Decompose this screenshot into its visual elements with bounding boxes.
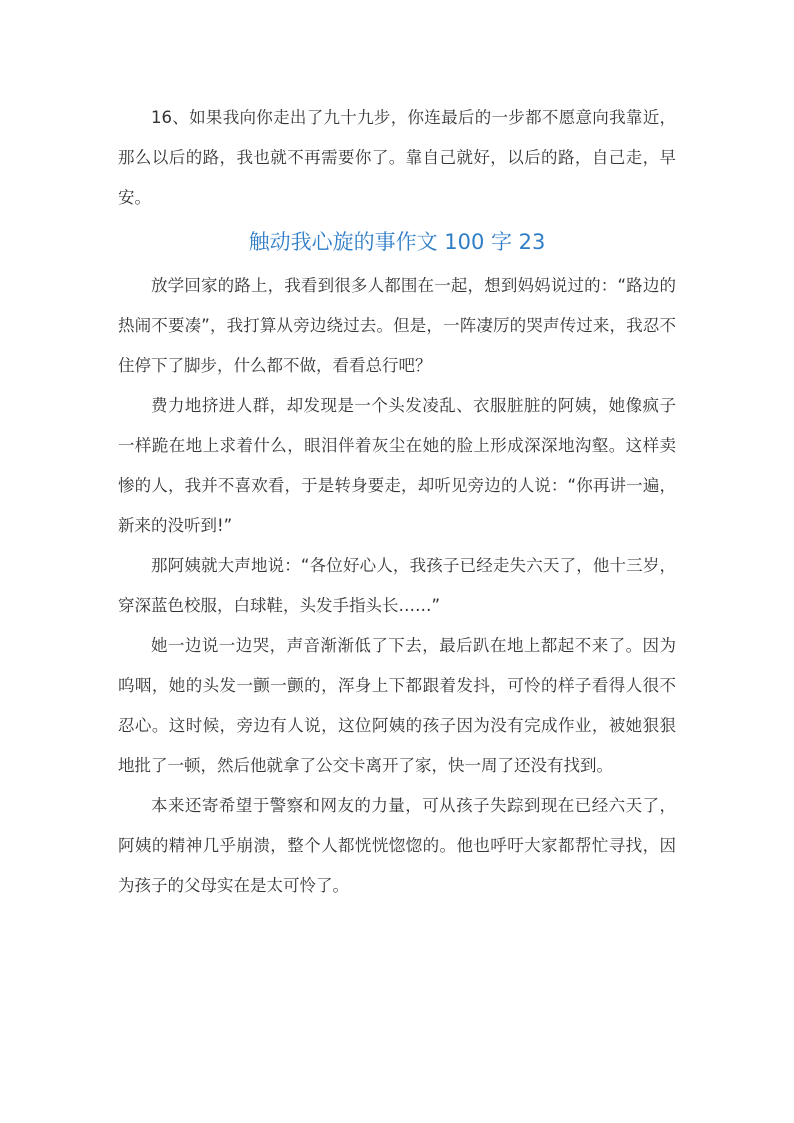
intro-paragraph: 16、如果我向你走出了九十九步，你连最后的一步都不愿意向我靠近，那么以后的路，我也就不再需要你了。靠自己就好，以后的路，自己走，早安。	[118, 108, 676, 207]
section-title: 触动我心旋的事作文 100 字 23	[248, 230, 546, 254]
paragraph-4: 她一边说一边哭，声音渐渐低了下去，最后趴在地上都起不来了。因为呜咽，她的头发一颤一颤的，浑身上下都跟着发抖，可怜的样子看得人很不忍心。这时候，旁边有人说，这位阿姨的孩子因为没有完成作业，被她狠狠地批了一顿，然后他就拿了公交卡离开了家，快一周了还没有找到。	[118, 636, 676, 775]
paragraph-5: 本来还寄希望于警察和网友的力量，可从孩子失踪到现在已经六天了，阿姨的精神几乎崩溃，整个人都恍恍惚惚的。他也呼吁大家都帮忙寻找，因为孩子的父母实在是太可怜了。	[118, 796, 676, 895]
paragraph-1: 放学回家的路上，我看到很多人都围在一起，想到妈妈说过的：“路边的热闹不要凑”，我打算从旁边绕过去。但是，一阵凄厉的哭声传过来，我忍不住停下了脚步，什么都不做，看看总行吧？	[118, 276, 676, 375]
document-body	[118, 98, 676, 906]
paragraph-2: 费力地挤进人群，却发现是一个头发凌乱、衣服脏脏的阿姨，她像疯子一样跪在地上求着什么，眼泪伴着灰尘在她的脸上形成深深地沟壑。这样卖惨的人，我并不喜欢看，于是转身要走，却听见旁边的人说：“你再讲一遍，新来的没听到!”	[118, 396, 676, 535]
paragraph-3: 那阿姨就大声地说：“各位好心人，我孩子已经走失六天了，他十三岁，穿深蓝色校服，白球鞋，头发手指头长……”	[118, 556, 676, 615]
